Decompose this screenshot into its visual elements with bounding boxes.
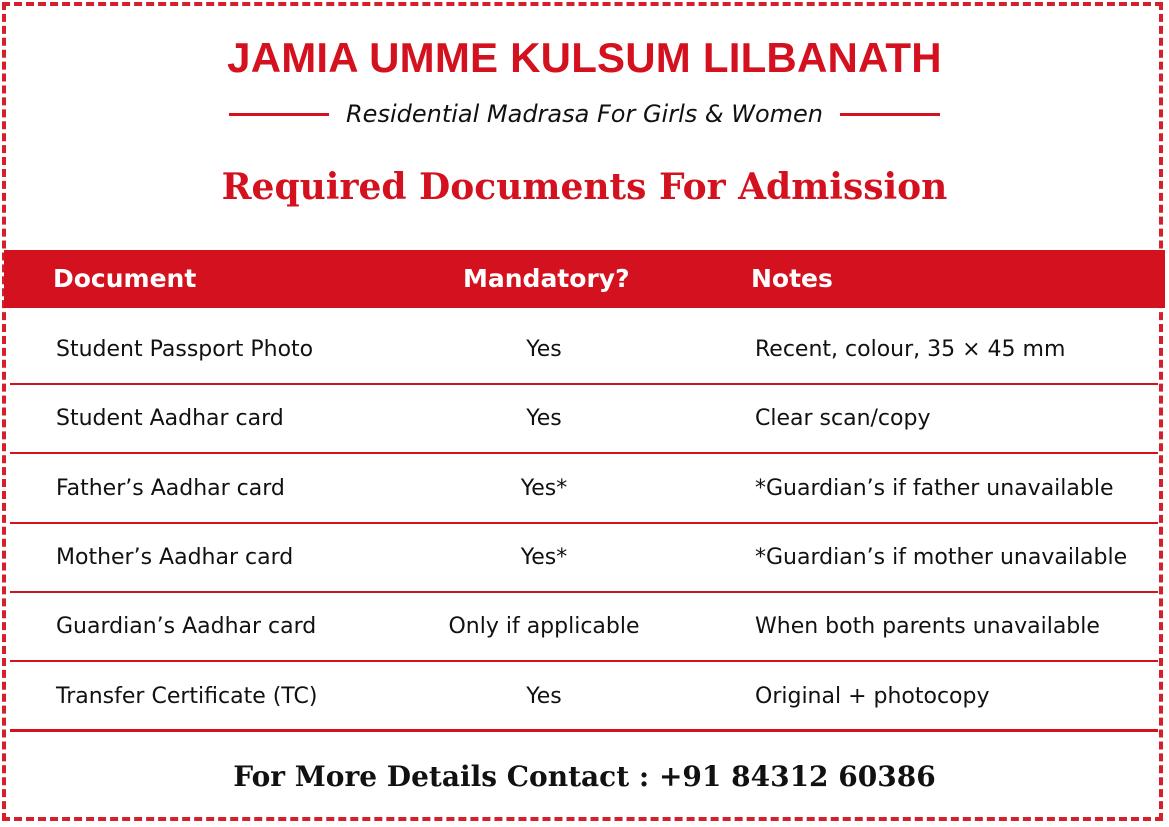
table-row (10, 523, 1158, 593)
table-row (10, 454, 1158, 524)
table-row (10, 315, 1158, 385)
notes-cell: Clear scan/copy (755, 406, 931, 431)
mandatory-cell: Yes* (520, 545, 568, 570)
subtitle-row (0, 96, 1169, 132)
column-header-document: Document (53, 264, 197, 293)
right-divider (840, 113, 940, 116)
notes-cell: Original + photocopy (755, 684, 990, 709)
notes-cell: *Guardian’s if mother unavailable (755, 545, 1128, 570)
table-header (4, 250, 1165, 308)
document-cell: Guardian’s Aadhar card (56, 614, 317, 639)
notes-cell: *Guardian’s if father unavailable (755, 476, 1114, 501)
left-divider (229, 113, 329, 116)
page-title: JAMIA UMME KULSUM LILBANATH (227, 34, 942, 81)
mandatory-cell: Yes (526, 406, 562, 431)
document-cell: Father’s Aadhar card (56, 476, 285, 501)
notes-cell: When both parents unavailable (755, 614, 1100, 639)
document-cell: Transfer Certificate (TC) (56, 684, 318, 709)
contact-footer: For More Details Contact : +91 84312 60386 (233, 760, 936, 793)
mandatory-cell: Only if applicable (448, 614, 640, 639)
document-cell: Student Aadhar card (56, 406, 284, 431)
notes-cell: Recent, colour, 35 × 45 mm (755, 337, 1066, 362)
subtitle: Residential Madrasa For Girls & Women (346, 100, 823, 128)
table-row (10, 662, 1158, 732)
table-row (10, 592, 1158, 662)
mandatory-cell: Yes (526, 337, 562, 362)
section-heading: Required Documents For Admission (221, 166, 948, 208)
column-header-mandatory: Mandatory? (463, 264, 630, 293)
document-cell: Mother’s Aadhar card (56, 545, 294, 570)
mandatory-cell: Yes* (520, 476, 568, 501)
document-cell: Student Passport Photo (56, 337, 314, 362)
mandatory-cell: Yes (526, 684, 562, 709)
table-row (10, 384, 1158, 454)
column-header-notes: Notes (751, 264, 833, 293)
